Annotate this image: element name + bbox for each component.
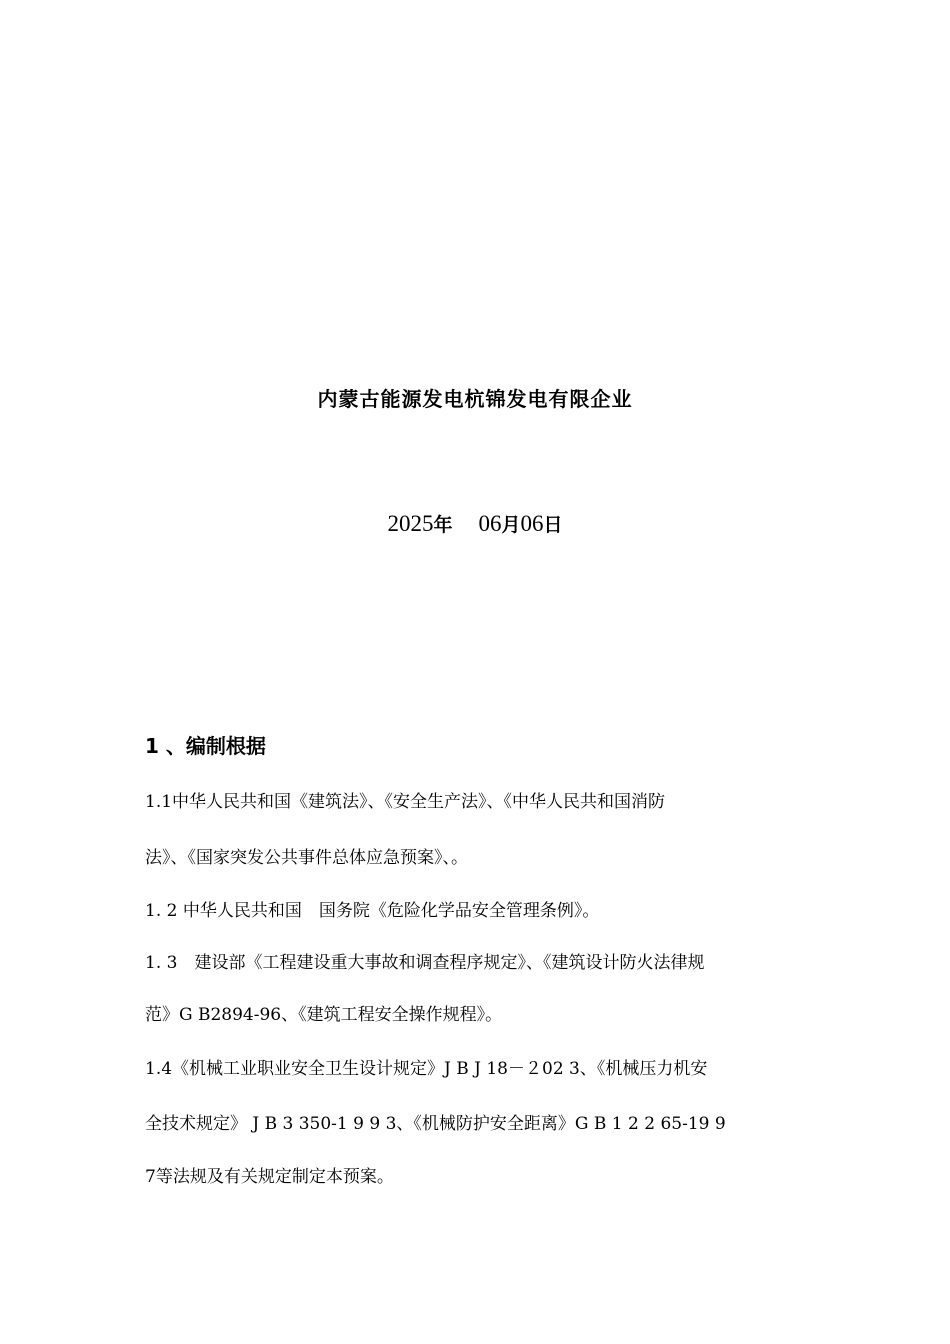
- body-line-8: 7等法规及有关规定制定本预案。: [145, 1167, 394, 1187]
- date-day-unit: 日: [543, 514, 563, 536]
- body-line-7: 全技术规定》 J B 3 350-1 9 9 3、《机械防护安全距离》G B 1 2 2 65-19 9: [145, 1114, 726, 1134]
- company-name: 内蒙古能源发电杭锦发电有限企业: [317, 387, 633, 411]
- body-line-1: 1.1中华人民共和国《建筑法》、《安全生产法》、《中华人民共和国消防: [145, 792, 666, 812]
- body-line-5: 范》G B2894-96、《建筑工程安全操作规程》。: [145, 1005, 503, 1025]
- body-line-3: 1. 2 中华人民共和国 国务院《危险化学品安全管理条例》。: [145, 901, 600, 921]
- body-line-4: 1. 3 建设部《工程建设重大事故和调查程序规定》、《建筑设计防火法律规: [145, 953, 705, 973]
- date-year-unit: 年: [433, 514, 453, 536]
- date-day: 06: [520, 511, 544, 536]
- date-year: 2025: [387, 511, 434, 536]
- body-line-2: 法》、《国家突发公共事件总体应急预案》、。: [145, 848, 468, 868]
- date-month: 06: [478, 511, 502, 536]
- body-line-6: 1.4《机械工业职业安全卫生设计规定》J B J 18－２02 3、《机械压力机安: [145, 1059, 708, 1079]
- section-heading: 1 、编制根据: [145, 734, 266, 758]
- date-month-unit: 月: [501, 514, 521, 536]
- document-date: [0, 510, 950, 537]
